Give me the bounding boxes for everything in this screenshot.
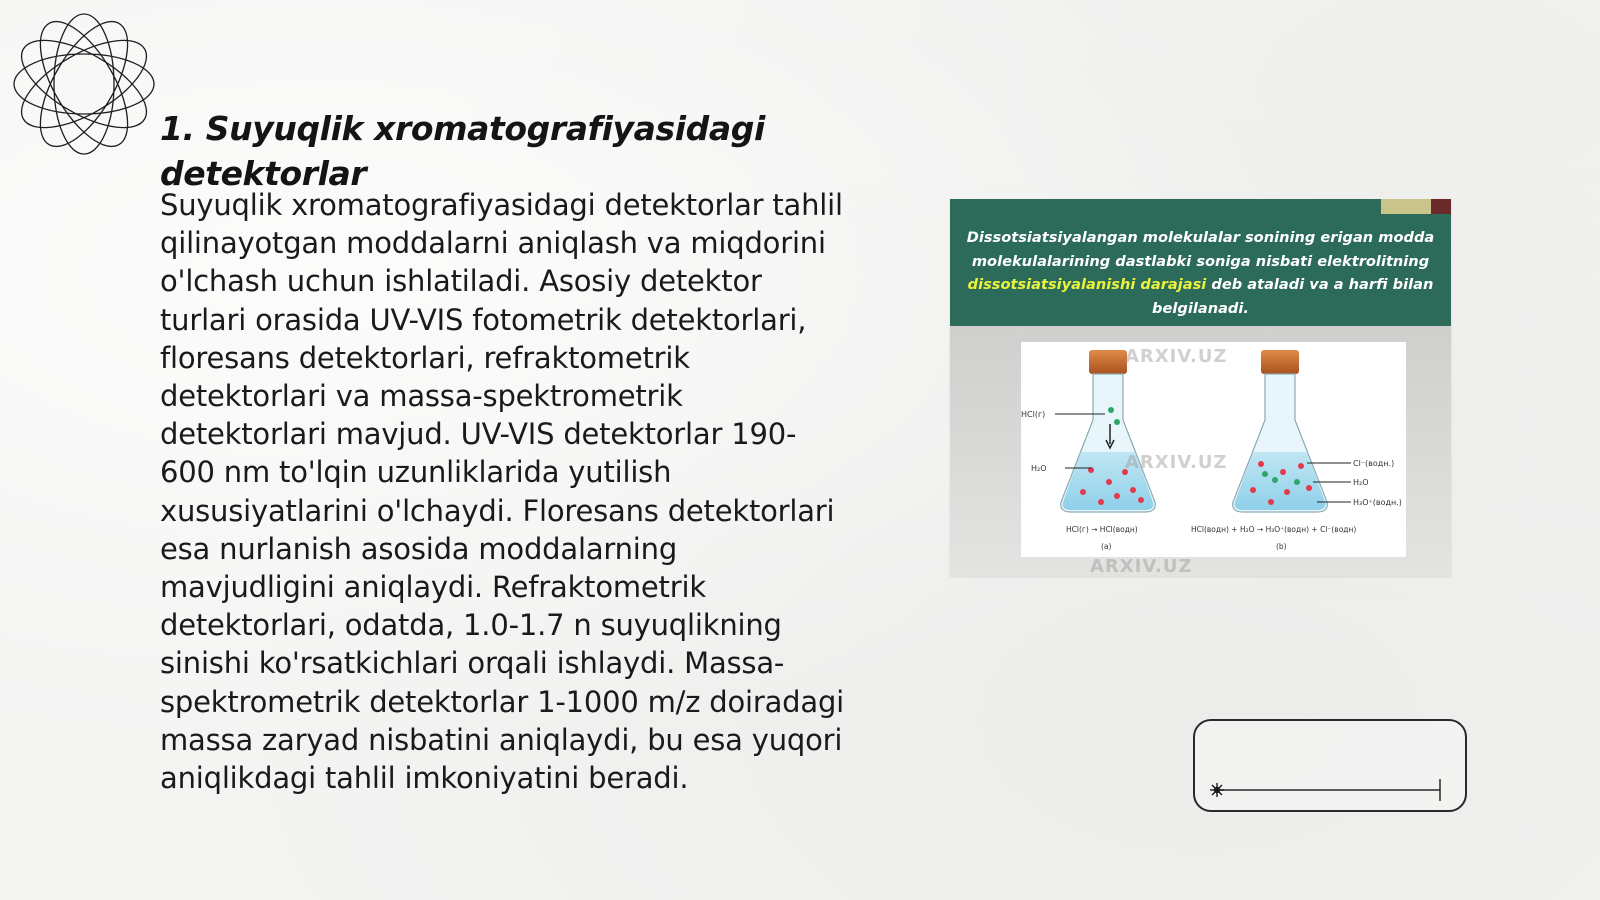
- figure-caption-header: [950, 199, 1451, 326]
- panel-label-b: (b): [1276, 542, 1287, 551]
- equation-right: HCl(водн) + H₂O → H₃O⁺(водн) + Cl⁻(водн): [1191, 525, 1357, 534]
- orbit-logo: [10, 10, 158, 158]
- caption-text-start: Dissotsiatsiyalangan molekulalar sonining erigan modda molekulalarining dastlabki soniga nisbati elektrolitning: [966, 229, 1435, 270]
- label-water-left: H₂O: [1031, 464, 1047, 473]
- decorative-slider-frame: [1193, 719, 1467, 812]
- equation-left: HCl(г) → HCl(водн): [1066, 525, 1138, 534]
- flask-illustration: [1021, 342, 1406, 557]
- label-hydronium: H₃O⁺(водн.): [1353, 498, 1402, 507]
- flask-right: [1233, 350, 1351, 512]
- flask-left: [1055, 350, 1155, 512]
- dissociation-figure: [950, 199, 1451, 576]
- watermark: ARXIV.UZ: [1125, 452, 1228, 473]
- caption-text-end: deb ataladi va a harfi bilan belgilanadi.: [1152, 276, 1434, 317]
- slider-line: [1195, 721, 1469, 814]
- panel-label-a: (a): [1101, 542, 1112, 551]
- watermark: ARXIV.UZ: [1125, 346, 1228, 367]
- caption-highlight: dissotsiatsiyalanishi darajasi: [967, 276, 1207, 293]
- watermark: ARXIV.UZ: [1090, 556, 1193, 577]
- slide-title: 1. Suyuqlik xromatografiyasidagi detektorlar: [160, 109, 765, 193]
- header-accent-strip: [1381, 199, 1431, 214]
- sunburst-icon: [1210, 783, 1224, 797]
- header-accent-corner: [1431, 199, 1451, 214]
- flask-drawing: [1021, 342, 1406, 557]
- label-water-right: H₂O: [1353, 478, 1369, 487]
- label-chloride: Cl⁻(водн.): [1353, 459, 1395, 468]
- figure-caption: [964, 226, 1437, 320]
- label-hcl-gas: HCl(г): [1021, 410, 1046, 419]
- slide-body-text: Suyuqlik xromatografiyasidagi detektorlar tahlil qilinayotgan moddalarni aniqlash va miqdorini o'lchash uchun ishlatiladi. Asosiy detektor turlari orasida UV-VIS fotometrik detektorlari, floresans detektorlari, refraktometrik detektorlari va massa-spektrometrik detektorlari mavjud. UV-VIS detektorlar 190-600 nm to'lqin uzunliklarida yutilish xususiyatlarini o'lchaydi. Floresans detektorlari esa nurlanish asosida moddalarning mavjudligini aniqlaydi. Refraktometrik detektorlari, odatda, 1.0-1.7 n suyuqlikning sinishi ko'rsatkichlari orqali ishlaydi. Massa-spektrometrik detektorlar 1-1000 m/z doiradagi massa zaryad nisbatini aniqlaydi, bu esa yuqori aniqlikdagi tahlil imkoniyatini beradi.: [160, 188, 845, 796]
